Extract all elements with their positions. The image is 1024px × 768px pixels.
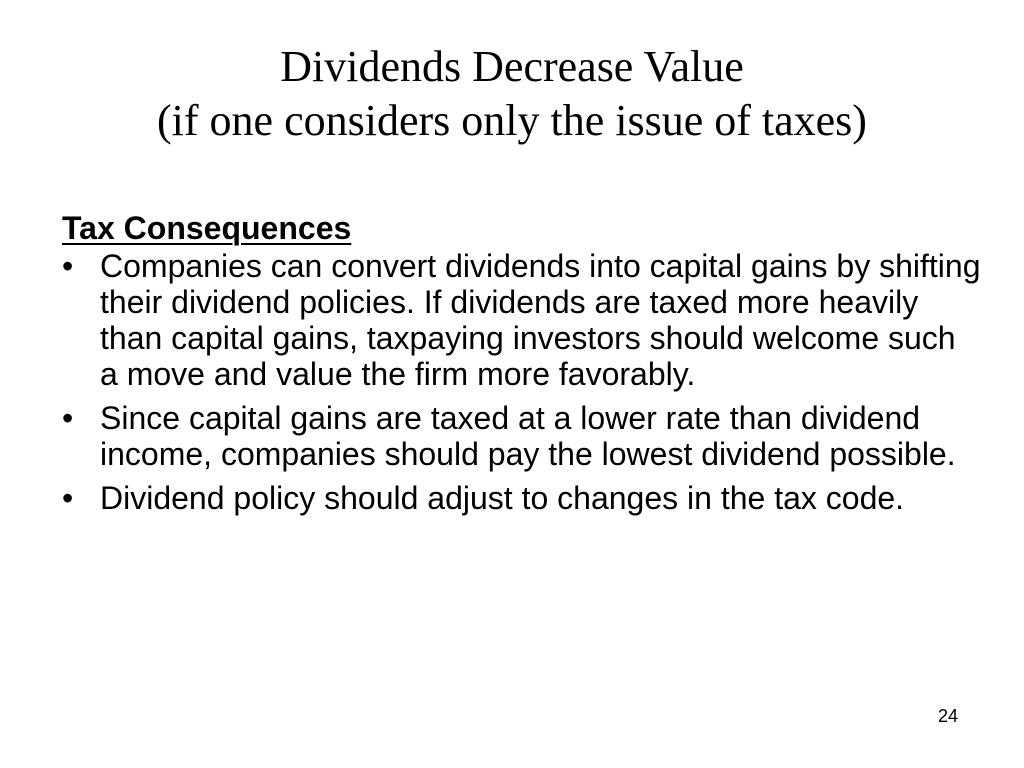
bullet-marker: • bbox=[62, 400, 74, 436]
title-line-subtitle: (if one considers only the issue of taxes) bbox=[157, 96, 867, 145]
bullet-marker: • bbox=[62, 480, 74, 516]
bullet-marker: • bbox=[62, 248, 74, 284]
bullet-item-lowest-dividend bbox=[62, 400, 982, 472]
section-heading: Tax Consequences bbox=[62, 210, 352, 246]
bullet-text: Companies can convert dividends into capital gains by shifting their dividend policies. If dividends are taxed more heavily than capital gains, taxpaying investors should welcome such a move and value the firm more favorably. bbox=[100, 248, 981, 392]
bullet-text: Since capital gains are taxed at a lower rate than dividend income, companies should pay the lowest dividend possible. bbox=[100, 400, 956, 472]
bullet-item-convert-dividends bbox=[62, 248, 982, 392]
slide-body bbox=[62, 210, 982, 524]
title-line-main: Dividends Decrease Value bbox=[280, 42, 744, 91]
slide-number: 24 bbox=[938, 706, 959, 726]
bullet-item-tax-code bbox=[62, 480, 982, 516]
bullet-text: Dividend policy should adjust to changes in the tax code. bbox=[100, 480, 905, 516]
bullet-list bbox=[62, 248, 982, 516]
slide-title bbox=[0, 40, 1024, 148]
